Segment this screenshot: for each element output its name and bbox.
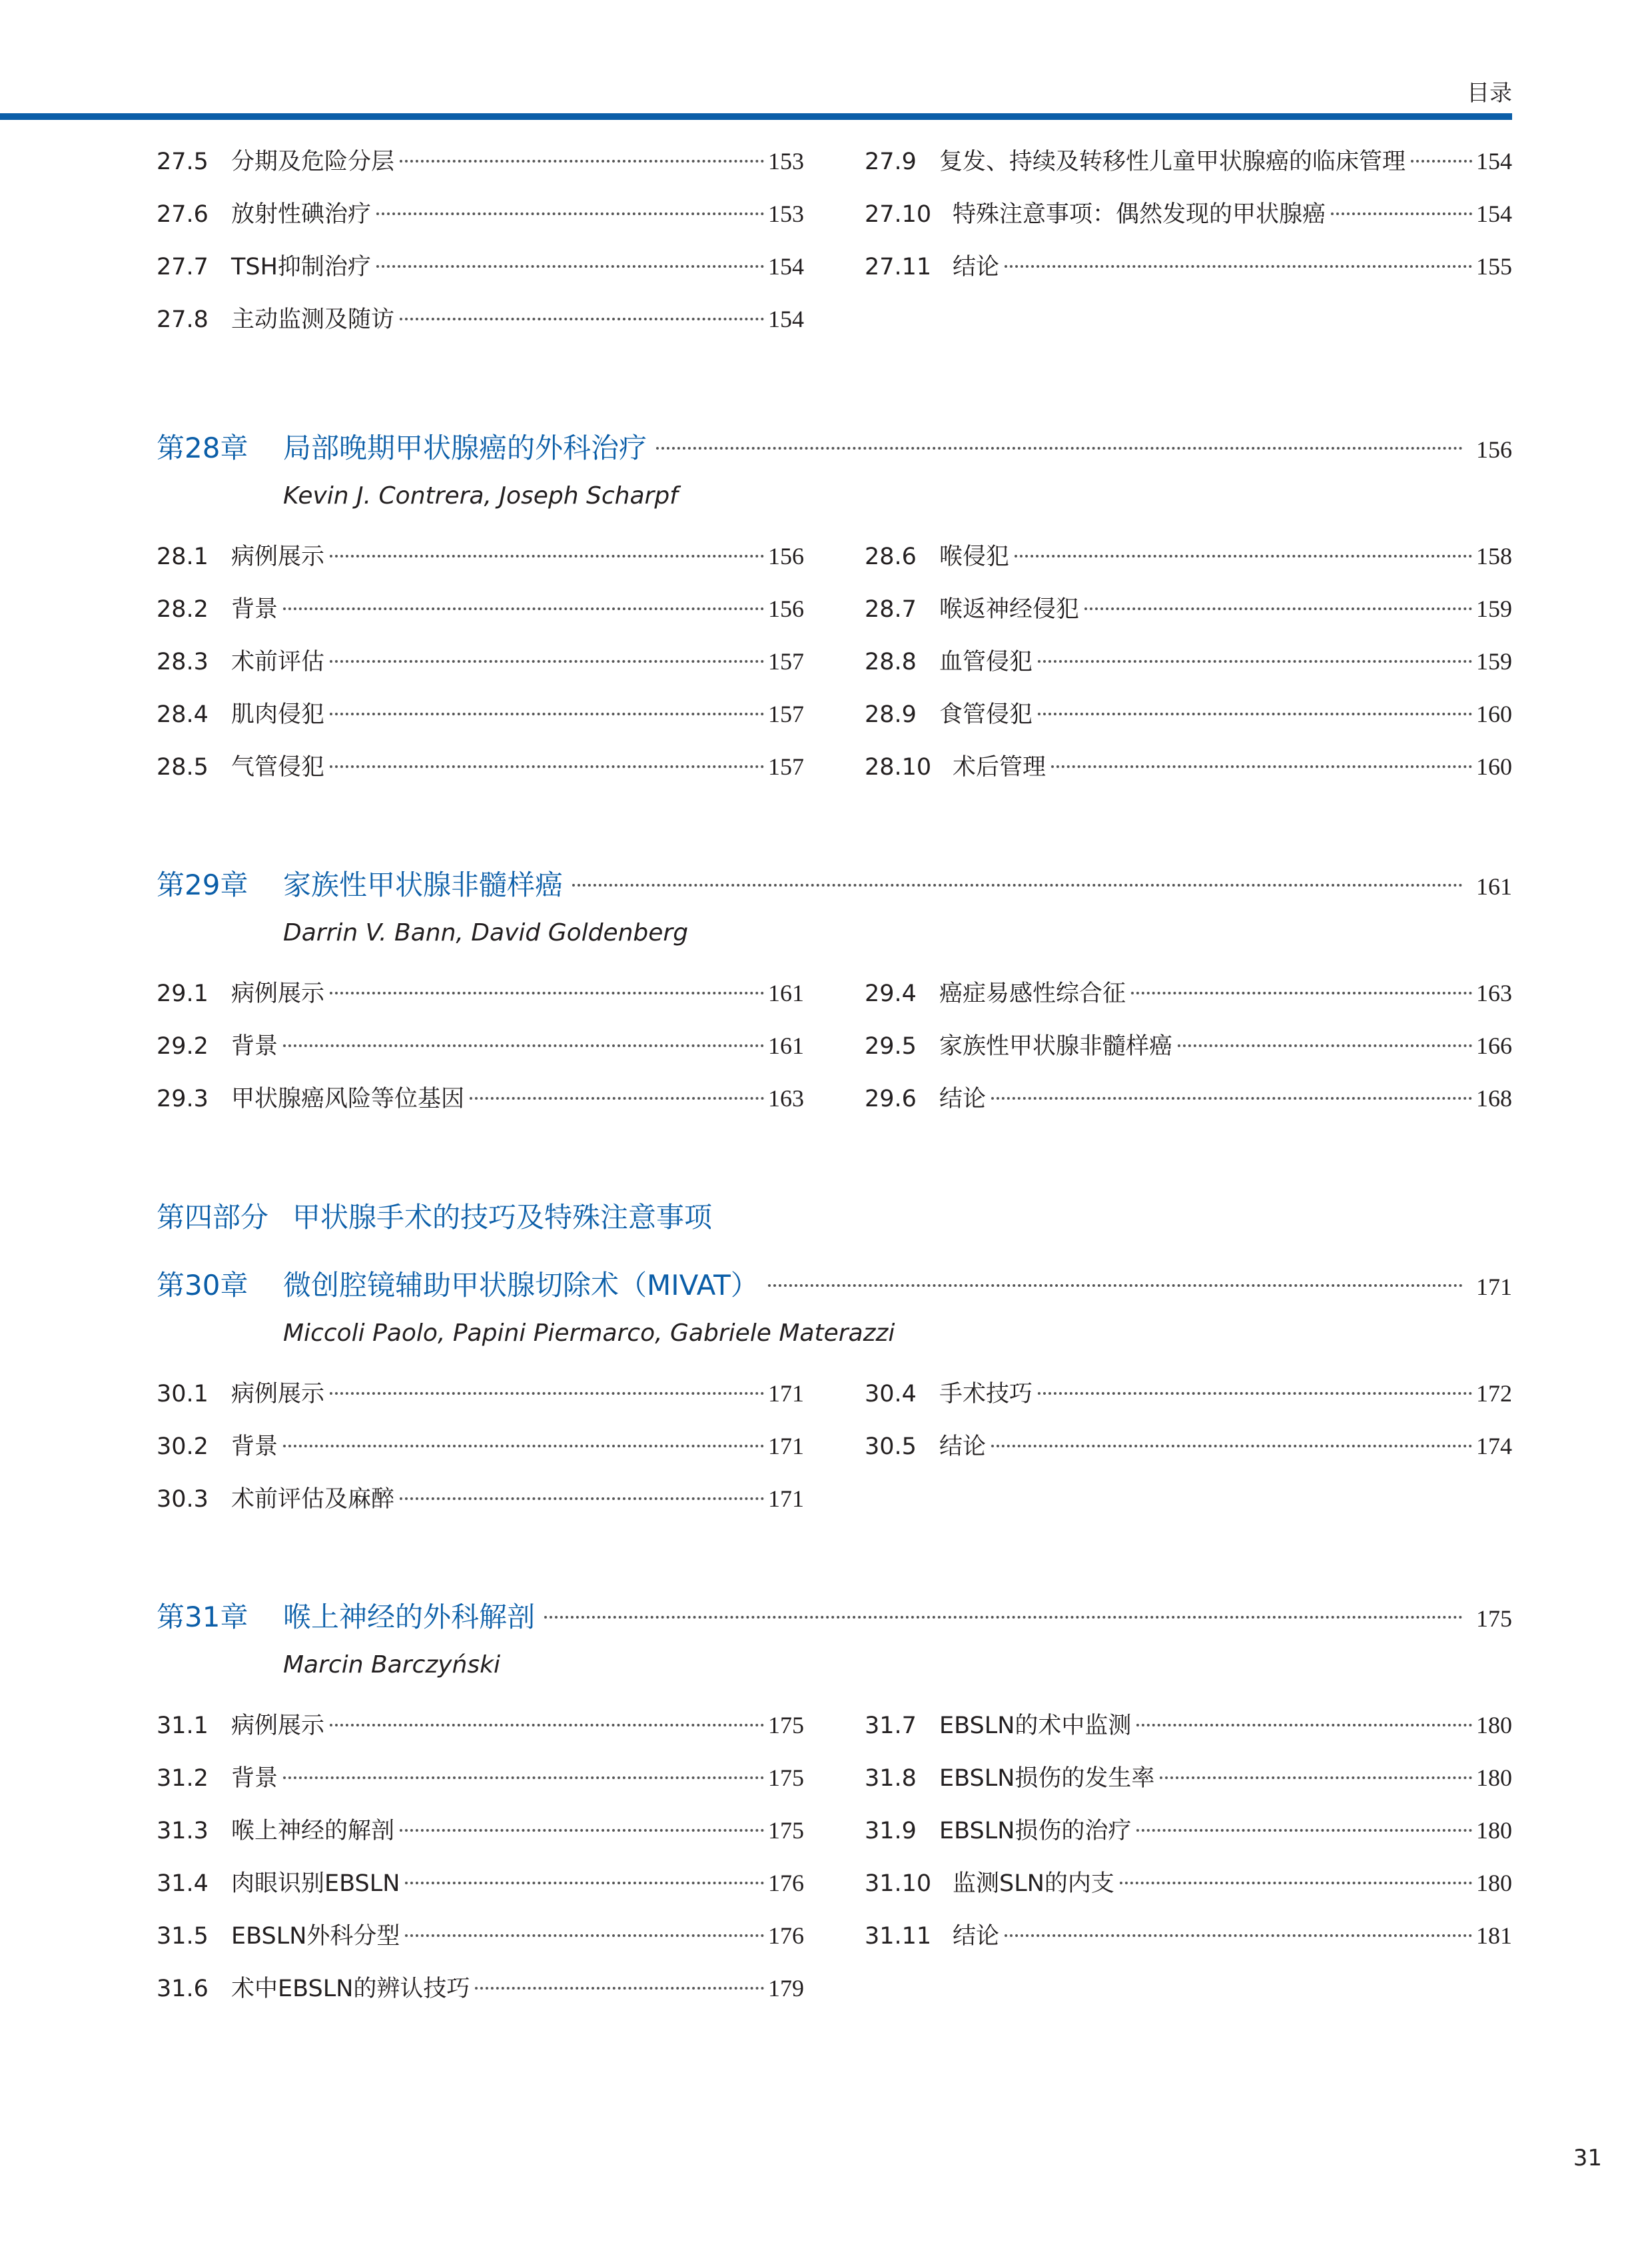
entry-page: 153 — [768, 148, 804, 175]
entry-page: 161 — [768, 980, 804, 1006]
chapter-authors: Marcin Barczyński — [283, 1651, 500, 1679]
chapter-29 — [157, 863, 1512, 1133]
dot-leader — [283, 1445, 764, 1447]
entry-page: 160 — [1476, 701, 1512, 727]
entry-page: 176 — [768, 1922, 804, 1949]
dot-leader — [400, 318, 764, 320]
entry-page: 163 — [768, 1085, 804, 1112]
chapter-heading[interactable] — [157, 426, 1512, 480]
dot-leader — [376, 265, 764, 268]
toc-entry[interactable] — [157, 1760, 804, 1812]
entry-number: 31.3 — [157, 1818, 208, 1844]
entry-number: 28.7 — [865, 596, 917, 623]
dot-leader — [656, 447, 1463, 450]
entry-page: 159 — [1476, 595, 1512, 622]
chapter-title: 微创腔镜辅助甲状腺切除术（MIVAT） — [283, 1269, 759, 1302]
dot-leader — [405, 1882, 764, 1884]
part-label: 第四部分 — [157, 1201, 269, 1234]
entry-number: 28.8 — [865, 649, 917, 675]
entry-number: 28.4 — [157, 701, 208, 728]
toc-entry[interactable] — [157, 196, 804, 248]
dot-leader — [330, 1392, 764, 1395]
entry-number: 29.6 — [865, 1086, 917, 1112]
dot-leader — [1178, 1044, 1472, 1047]
entry-title: 病例展示 — [231, 980, 325, 1007]
entry-number: 29.2 — [157, 1033, 208, 1060]
entry-page: 180 — [1476, 1764, 1512, 1791]
chapter-page: 161 — [1476, 873, 1512, 900]
dot-leader — [1015, 555, 1472, 558]
toc-entry[interactable] — [865, 1812, 1512, 1865]
entry-number: 27.10 — [865, 201, 932, 228]
chapter-28 — [157, 426, 1512, 801]
entry-title: 复发、持续及转移性儿童甲状腺癌的临床管理 — [939, 149, 1406, 175]
dot-leader — [991, 1445, 1472, 1447]
dot-leader — [1038, 1392, 1472, 1395]
entry-page: 171 — [768, 1380, 804, 1407]
toc-column-left — [157, 143, 804, 354]
entry-page: 157 — [768, 648, 804, 675]
entry-page: 175 — [768, 1764, 804, 1791]
chapter-page: 171 — [1476, 1274, 1512, 1300]
dot-leader — [400, 1829, 764, 1832]
dot-leader — [991, 1097, 1472, 1100]
entry-title: 术前评估及麻醉 — [231, 1486, 395, 1513]
dot-leader — [572, 884, 1463, 887]
entry-number: 31.2 — [157, 1765, 208, 1792]
entry-page: 172 — [1476, 1380, 1512, 1407]
entry-title: EBSLN损伤的治疗 — [939, 1818, 1132, 1844]
entry-page: 174 — [1476, 1433, 1512, 1459]
chapter-authors: Miccoli Paolo, Papini Piermarco, Gabriele Materazzi — [283, 1319, 895, 1347]
chapter-authors: Kevin J. Contrera, Joseph Scharpf — [283, 482, 678, 510]
dot-leader — [1038, 713, 1472, 715]
entry-page: 157 — [768, 753, 804, 780]
entry-number: 31.11 — [865, 1923, 932, 1950]
entry-title: 食管侵犯 — [939, 701, 1033, 728]
entry-number: 28.10 — [865, 754, 932, 781]
entry-title: 背景 — [231, 1765, 278, 1792]
toc-entry[interactable] — [865, 1707, 1512, 1760]
toc-column-left — [157, 975, 804, 1133]
toc-entry[interactable] — [865, 591, 1512, 643]
part-title: 甲状腺手术的技巧及特殊注意事项 — [292, 1201, 713, 1234]
entry-number: 28.5 — [157, 754, 208, 781]
entry-title: 结论 — [939, 1086, 987, 1112]
toc-entry[interactable] — [865, 975, 1512, 1028]
entry-title: 术前评估 — [231, 649, 325, 675]
dot-leader — [1120, 1882, 1472, 1884]
entry-page: 154 — [768, 253, 804, 280]
entry-number: 31.4 — [157, 1870, 208, 1897]
chapter-title: 家族性甲状腺非髓样癌 — [283, 869, 564, 901]
toc-column-right — [865, 1707, 1512, 2023]
toc-column-right — [865, 538, 1512, 801]
dot-leader — [283, 1776, 764, 1779]
toc-entry[interactable] — [865, 696, 1512, 749]
dot-leader — [330, 713, 764, 715]
part-heading[interactable] — [157, 1196, 712, 1236]
entry-title: 病例展示 — [231, 544, 325, 570]
entry-number: 28.2 — [157, 596, 208, 623]
entry-number: 27.7 — [157, 254, 208, 280]
toc-entry[interactable] — [865, 1760, 1512, 1812]
toc-column-right — [865, 143, 1512, 354]
entry-title: 喉上神经的解剖 — [231, 1818, 395, 1844]
toc-entry[interactable] — [157, 1080, 804, 1133]
dot-leader — [1136, 1724, 1472, 1726]
chapter-30 — [157, 1264, 1512, 1533]
chapter-heading[interactable] — [157, 863, 1512, 917]
toc-entry[interactable] — [865, 1918, 1512, 1970]
entry-number: 30.5 — [865, 1433, 917, 1460]
toc-entry[interactable] — [157, 1707, 804, 1760]
entry-number: 29.1 — [157, 980, 208, 1007]
entry-number: 29.4 — [865, 980, 917, 1007]
entry-title: 监测SLN的内支 — [953, 1870, 1114, 1897]
dot-leader — [768, 1284, 1463, 1287]
entry-title: 血管侵犯 — [939, 649, 1033, 675]
dot-leader — [405, 1934, 764, 1937]
chapter-number: 第30章 — [157, 1269, 248, 1302]
entry-page: 180 — [1476, 1817, 1512, 1844]
entry-number: 30.3 — [157, 1486, 208, 1513]
entry-title: 喉返神经侵犯 — [939, 596, 1080, 623]
toc-entry[interactable] — [865, 1080, 1512, 1133]
page-number: 31 — [1573, 2145, 1602, 2171]
entry-title: 主动监测及随访 — [231, 306, 395, 333]
chapter-number: 第31章 — [157, 1601, 248, 1633]
toc-entry[interactable] — [157, 1812, 804, 1865]
entry-title: 肉眼识别EBSLN — [231, 1870, 400, 1897]
toc-entry[interactable] — [157, 1481, 804, 1533]
entry-number: 31.1 — [157, 1712, 208, 1739]
chapter-heading[interactable] — [157, 1264, 1512, 1317]
toc-entry[interactable] — [157, 538, 804, 591]
toc-entry[interactable] — [865, 248, 1512, 301]
entry-page: 180 — [1476, 1870, 1512, 1896]
entry-title: 结论 — [939, 1433, 987, 1460]
entry-page: 175 — [768, 1817, 804, 1844]
toc-entry[interactable] — [865, 643, 1512, 696]
entry-title: 结论 — [953, 254, 1000, 280]
toc-entry[interactable] — [157, 1918, 804, 1970]
entry-page: 155 — [1476, 253, 1512, 280]
entry-number: 28.9 — [865, 701, 917, 728]
entry-page: 156 — [768, 543, 804, 569]
entry-title: 放射性碘治疗 — [231, 201, 372, 228]
dot-leader — [1005, 1934, 1472, 1937]
dot-leader — [283, 607, 764, 610]
entry-title: 甲状腺癌风险等位基因 — [231, 1086, 465, 1112]
entry-number: 27.5 — [157, 149, 208, 175]
chapter-number: 第29章 — [157, 869, 248, 901]
dot-leader — [1331, 212, 1472, 215]
toc-entry[interactable] — [157, 143, 804, 196]
dot-leader — [1005, 265, 1472, 268]
chapter-page: 175 — [1476, 1605, 1512, 1632]
entry-page: 179 — [768, 1975, 804, 2002]
entry-number: 31.9 — [865, 1818, 917, 1844]
entry-page: 154 — [768, 306, 804, 332]
entry-title: 气管侵犯 — [231, 754, 325, 781]
running-header: 目录 — [1467, 80, 1512, 107]
entry-page: 157 — [768, 701, 804, 727]
toc-column-right — [865, 975, 1512, 1133]
chapter-title: 喉上神经的外科解剖 — [283, 1601, 536, 1633]
entry-title: 术后管理 — [953, 754, 1046, 781]
dot-leader — [283, 1044, 764, 1047]
entry-title: 肌肉侵犯 — [231, 701, 325, 728]
toc-entry[interactable] — [157, 1865, 804, 1918]
entry-title: EBSLN的术中监测 — [939, 1712, 1132, 1739]
toc-entry[interactable] — [865, 1428, 1512, 1481]
entry-title: 家族性甲状腺非髓样癌 — [939, 1033, 1173, 1060]
toc-entry[interactable] — [865, 749, 1512, 801]
toc-entry[interactable] — [157, 643, 804, 696]
toc-entry[interactable] — [865, 538, 1512, 591]
entry-page: 168 — [1476, 1085, 1512, 1112]
entry-number: 28.1 — [157, 544, 208, 570]
dot-leader — [1038, 660, 1472, 663]
dot-leader — [400, 1497, 764, 1500]
entry-number: 31.8 — [865, 1765, 917, 1792]
toc-entry[interactable] — [865, 196, 1512, 248]
entry-title: 病例展示 — [231, 1712, 325, 1739]
toc-entry[interactable] — [157, 696, 804, 749]
toc-entry[interactable] — [865, 1028, 1512, 1080]
entry-page: 154 — [1476, 200, 1512, 227]
dot-leader — [400, 160, 764, 163]
dot-leader — [330, 992, 764, 994]
header-rule — [0, 113, 1512, 120]
entry-number: 31.7 — [865, 1712, 917, 1739]
entry-page: 163 — [1476, 980, 1512, 1006]
entry-page: 171 — [768, 1433, 804, 1459]
entry-title: 喉侵犯 — [939, 544, 1010, 570]
toc-entry[interactable] — [157, 975, 804, 1028]
entry-page: 159 — [1476, 648, 1512, 675]
entry-page: 171 — [768, 1485, 804, 1512]
entry-number: 31.10 — [865, 1870, 932, 1897]
chapter-title: 局部晚期甲状腺癌的外科治疗 — [283, 432, 647, 464]
entry-number: 27.6 — [157, 201, 208, 228]
entry-page: 160 — [1476, 753, 1512, 780]
entry-number: 28.3 — [157, 649, 208, 675]
entry-number: 29.5 — [865, 1033, 917, 1060]
dot-leader — [1160, 1776, 1472, 1779]
entry-number: 31.5 — [157, 1923, 208, 1950]
entry-title: 分期及危险分层 — [231, 149, 395, 175]
dot-leader — [475, 1987, 764, 1990]
toc-entry[interactable] — [157, 749, 804, 801]
entry-page: 175 — [768, 1712, 804, 1738]
entry-title: 背景 — [231, 1433, 278, 1460]
toc-entry[interactable] — [865, 143, 1512, 196]
dot-leader — [1051, 765, 1472, 768]
dot-leader — [470, 1097, 764, 1100]
entry-page: 158 — [1476, 543, 1512, 569]
chapter-heading[interactable] — [157, 1595, 1512, 1649]
entry-title: 术中EBSLN的辨认技巧 — [231, 1976, 470, 2002]
entry-title: 背景 — [231, 1033, 278, 1060]
entry-page: 161 — [768, 1032, 804, 1059]
entry-number: 30.2 — [157, 1433, 208, 1460]
entry-number: 27.9 — [865, 149, 917, 175]
toc-entry[interactable] — [157, 591, 804, 643]
entry-title: TSH抑制治疗 — [231, 254, 371, 280]
entry-title: 手术技巧 — [939, 1381, 1033, 1407]
toc-entry[interactable] — [865, 1375, 1512, 1428]
chapter-31 — [157, 1595, 1512, 2023]
entry-page: 181 — [1476, 1922, 1512, 1949]
chapter-27-continued — [157, 143, 1512, 354]
chapter-number: 第28章 — [157, 432, 248, 464]
entry-number: 31.6 — [157, 1976, 208, 2002]
dot-leader — [1411, 160, 1472, 163]
chapter-page: 156 — [1476, 436, 1512, 463]
entry-number: 30.1 — [157, 1381, 208, 1407]
toc-entry[interactable] — [157, 301, 804, 354]
entry-page: 153 — [768, 200, 804, 227]
toc-column-left — [157, 1375, 804, 1533]
entry-number: 28.6 — [865, 544, 917, 570]
toc-column-left — [157, 1707, 804, 2023]
dot-leader — [544, 1616, 1463, 1619]
entry-title: 病例展示 — [231, 1381, 325, 1407]
entry-title: EBSLN外科分型 — [231, 1923, 400, 1950]
entry-page: 176 — [768, 1870, 804, 1896]
toc-entry[interactable] — [157, 1428, 804, 1481]
entry-number: 27.11 — [865, 254, 932, 280]
entry-title: 背景 — [231, 596, 278, 623]
toc-column-right — [865, 1375, 1512, 1533]
toc-entry[interactable] — [157, 1375, 804, 1428]
entry-page: 156 — [768, 595, 804, 622]
entry-number: 27.8 — [157, 306, 208, 333]
entry-number: 29.3 — [157, 1086, 208, 1112]
toc-entry[interactable] — [157, 1028, 804, 1080]
entry-title: 结论 — [953, 1923, 1000, 1950]
entry-title: 特殊注意事项：偶然发现的甲状腺癌 — [953, 201, 1326, 228]
entry-page: 154 — [1476, 148, 1512, 175]
dot-leader — [1084, 607, 1472, 610]
entry-title: 癌症易感性综合征 — [939, 980, 1126, 1007]
chapter-authors: Darrin V. Bann, David Goldenberg — [283, 919, 689, 946]
dot-leader — [1131, 992, 1472, 994]
dot-leader — [330, 765, 764, 768]
dot-leader — [376, 212, 764, 215]
toc-entry[interactable] — [157, 1970, 804, 2023]
dot-leader — [330, 1724, 764, 1726]
toc-entry[interactable] — [157, 248, 804, 301]
dot-leader — [1136, 1829, 1472, 1832]
toc-entry[interactable] — [865, 1865, 1512, 1918]
dot-leader — [330, 660, 764, 663]
entry-title: EBSLN损伤的发生率 — [939, 1765, 1155, 1792]
dot-leader — [330, 555, 764, 558]
entry-page: 166 — [1476, 1032, 1512, 1059]
entry-number: 30.4 — [865, 1381, 917, 1407]
entry-page: 180 — [1476, 1712, 1512, 1738]
toc-column-left — [157, 538, 804, 801]
